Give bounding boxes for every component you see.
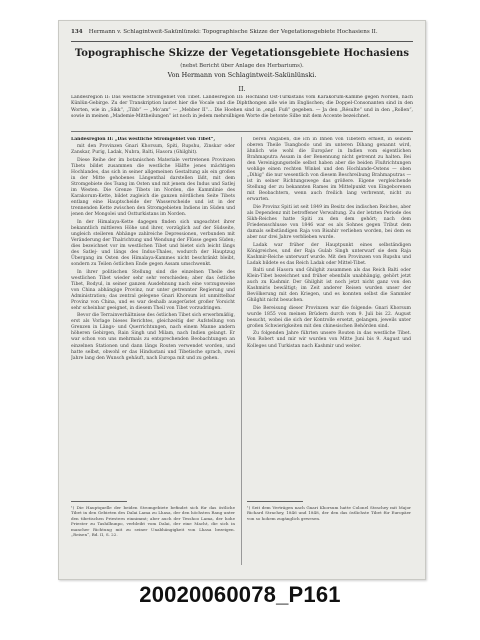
column-divider	[241, 137, 242, 565]
image-id-caption: 20020060078_P161	[139, 582, 341, 607]
abstract-rule	[71, 131, 413, 132]
page-number: 134	[71, 29, 83, 35]
right-paragraph: Zu folgenden Jahre führten unsere Routen in das westliche Tibet. Von Robert und mir wir wurden von Mitte Juni bis 9. August und Kolleges und Turkistan nach Kashmir und weiter.	[247, 331, 411, 349]
right-paragraph: Die Provinz Spiti ist seit 1849 im Besitz des indischen Reiches, aber als Dependenz mit betroffener Verwaltung. Zu der letzten Periode des Sikh-Reiches hatte Spiti zu den dem gehört; nach dem Friedensschlusse von 1846 war es als Sohnes gegen Tribut dem damals selbständigen Raja von Bisahir verliehen worden, bei dem es aber nur drei Jahre verblieben wurde.	[247, 204, 411, 241]
right-column	[247, 137, 411, 497]
scanned-page	[58, 20, 426, 580]
article-author: Von Hermann von Schlagintweit-Sakünlünski.	[167, 71, 317, 79]
right-paragraph: beren Angaben, die ich in Ihnen von Tibetern erhielt, in seinem oberen Theile Tsangbodo und im unteren Dihang genannt wird, ähnlich wie wohl die Europäer in Indien vom eigentlichen Brahmaputra Assam in der Benennung nicht getrennt zu halten. Bei den Vereinigungsstelle selbst haben aber die beiden Flußrichtungen wohlige einen rechten Winkel und den Hochlande-Ostens — oben „Dihig“ die nur wesentlich von diesem Beschreibung Brahmaputras — ist in seiner Richtungswege das größere. Eigene vergleichende Stellung der zu bekannten Rames im Mittelpunkt von Eingeborenen mit Beobachtern, wenn auch freilich lang verbrennt, nicht zu erwarten.	[247, 137, 411, 203]
article-abstract: Landesregion II: Das westliche Stromgebiet von Tibet. Landesregion III: Hochland Ost-Turkistans vom Karakorum-Kamme gegen Norden, nach Künlün-Gebirge. Zu der Transkription lautet hier die Vocale und die Diphthongen alle wie im Englischen; die Doppel-Consonanten sind in den Worten, wie in „Sikk“, „Tibb“ — „Mo'am“ — „Mebber II“... Die Hoehen sind in „engl. Fuß“ gegeben. — Ja den „Résulte“ und in den „Rollen“, sowie in meinen „Mademie-Mittheilungen“ ist noch in jedem mehrsilbigen Worte die betonte Silbe mit dem Accente bezeichnet.	[71, 95, 413, 119]
left-paragraph: mit den Provinzen Gnari Khorsum, Spiti, Rupshu, Zinskar oder Zanskar, Purig, Ladak, Nubra, Balti, Hasora (Ghilghit).	[71, 144, 235, 156]
left-paragraph: In der Himalaya-Kette dagegen finden sich ungeachtet ihrer bekanntlich mittleren Höhe und ihrer, vorzüglich auf der Südseite, ungleich steileren Abhänge zahlreiche Depressionen, verbunden mit Veränderung der Thalrichtung und Wendung der Flüsse gegen Süden; dies bezeichnet vor im westlichen Tibet und bietet sich leicht längs des Satlej- und längs des Indus-Thales, wodurch der Hauptzug Übergang im Osten des Himalaya-Kammes nicht beschränkt bleibt, sondern zu Teilen östlichen Ende gegen Assam umschwenkt.	[71, 219, 235, 268]
left-paragraph: Bevor die Terrainverhältnisse des östlichen Tibet sich erwerbmäßig, erst als Vorlage bieses Berichtes, gleichzeitig der Aufstellung von Grenzen in Längs- und Querrichtungen, nach einem Manne andern höheren Gebirgen, Rain Singh und Milam, nach Indien gelangt. Er war schon von uns mehrmals zu entsprechenden Beobachtungen an einzelnen Stationen und dann längs Routen verwendet worden, und hatte selbst, obwohl er das Hindustani und Tibetische sprach, zwei Jahre lang den Wunsch gehäuft, nach Europa mit und zu gehen.	[71, 313, 235, 361]
right-paragraph: Die Bereisung dieser Provinzen war die folgende: Gnari Khorsum wurde 1855 von meinen Brüdern durch vom 9. Juli bis 22. August besucht, wobei die sich der Kontrolle ersetzt, gelangen, jeweils unter großen Schwierigkeiten mit den chinesischen Behörden sind.	[247, 305, 411, 329]
article-title: Topographische Skizze der Vegetationsgebiete Hochasiens	[74, 48, 410, 59]
article-subtitle: (nebst Bericht über Anlage des Herbariums).	[180, 63, 304, 69]
left-paragraph: In ihrer politischen Stellung sind die einzelnen Theile des westlichen Tibet wieder sehr sehr verschieden; aber das östliche Tibet, Bodyul, in seiner ganzen Ausdehnung nach eine vorzugsweise von China abhängige Provinz, nur unter getrennter Regierung und Administration; das zentral gelegene Gnari Khorsum ist unmittelbar Provinz von China, und es war deshalb ausgerüstet großer Vorsicht sehr scheinbar geeignet, in diesem Theil von Tibet vorzudringen.	[71, 269, 235, 311]
header-rule	[71, 41, 413, 42]
running-head-text: Hermann v. Schlagintweit-Sakünlünski: Topographische Skizze der Vegetationsgebiete Hochasiens II.	[88, 29, 378, 35]
right-paragraph: Balti und Hasora und Ghilghit zusammen als das Reich Balti oder Klein-Tibet bezeichnet und früher ebenfalls unabhängig, gehört jetzt auch zu Kashmir. Der Ghilghit ist noch jetzt nicht ganz von den Kashmiris bewältigt; im Zeit anderer Reisen wurden unser der Bevölkerung mit den Kriegen, und es konnten selbst die Sammler Ghilghit nicht besuchen.	[247, 268, 411, 304]
footnote-rule-left	[71, 501, 127, 502]
section-number: II.	[238, 85, 246, 93]
running-head	[71, 29, 413, 39]
footnote-rule-right	[247, 501, 303, 502]
footnote-left: ¹) Die Hauptquelle der beiden Stromgebiete befindet sich für das östliche Tibet in den Gebieten des Dalai Lama zu Lhasa, der den höchsten Rang unter den tibetischen Priestern einnimmt; aber auch der Tesshoo Lama, der hohe Priester zu Tashilhunpo, verbleibt vom Dalai, der eine Macht, die sich in mancher Richtung mit zu seiner Unabhängigkeit von Lhasa bezeigen. „Reisen“, Bd. II, S. 22.	[71, 505, 235, 538]
left-paragraph-lead: Landesregion II: „Das westliche Stromgebiet von Tibet“,	[71, 137, 216, 142]
right-paragraph: Ladak war früher der Hauptpunkt eines selbständigen Königreiches, und der Raja Gulab Singh unterwarf sie dem Raja Kashmir-Reiche unterwarf wurde. Mit den Provinzen von Rupshu und Ladak bildete es das Reich Ladak oder Mittel-Tibet.	[247, 242, 411, 266]
left-column	[71, 137, 235, 497]
left-paragraph: Diese Reihe der im botanischen Materiale vertretenen Provinzen Tibets bildet zusammen die westliche Hälfte jenes mächtigen Hochlandes, das sich in seiner allgemeinen Gestaltung als ein großes in der Mitte gehobenes Längenthal darstellen läßt, mit dem Stromgebiete des Tsang im Osten und mit jenem des Indus und Satlej im Westen. Die Grenze Tibets im Norden, die Kammlinie des Karakorum-Kette, bildet zugleich die ganzen nördlichen Seite Tibets entlang eine Hauptscheide der Wasserscheide und ist in der trennenden Kette zwischen den Stromgebieten Indiens im Süden und jenen der Mongolei und Ostturkistans im Norden.	[71, 157, 235, 218]
footnote-right: ¹) Seit dem Verträgen nach Gnari Khorsum hatte Colonel Strachey mit Major Richard Strachey, 1846 und 1848, der den das östlichste Tibet für Europäer von so hohem zugänglich gewesen.	[247, 505, 411, 521]
